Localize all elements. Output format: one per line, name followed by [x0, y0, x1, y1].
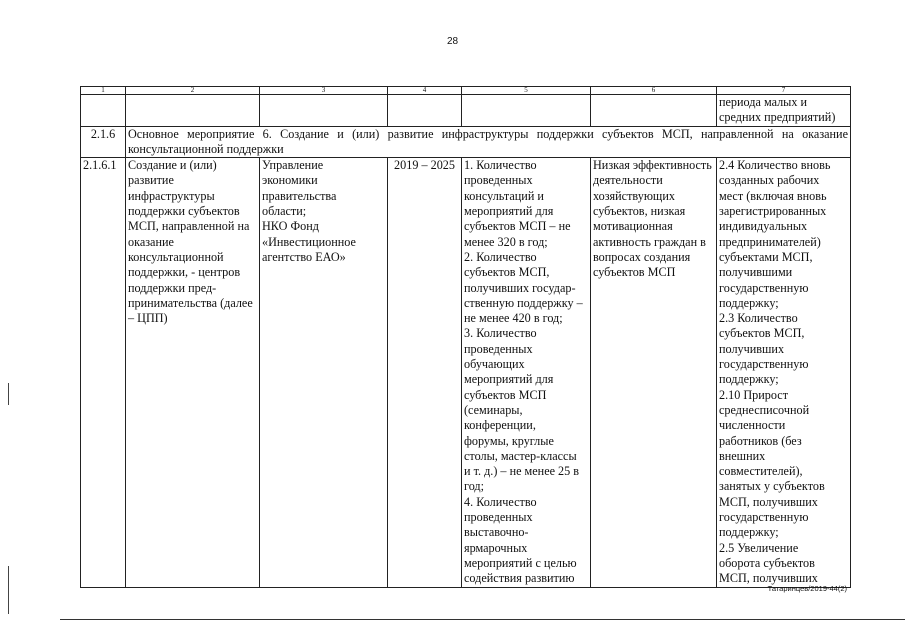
measure-name-cell: [126, 158, 260, 587]
table-cell: [126, 95, 260, 127]
column-number: 5: [462, 87, 591, 95]
column-number: 1: [81, 87, 126, 95]
cell-line: 2.4 Количество вновь: [719, 158, 831, 173]
column-number: 6: [591, 87, 717, 95]
column-number: 3: [260, 87, 388, 95]
cell-line: поддержку;: [719, 525, 779, 540]
section-title-line: Основное мероприятие 6. Создание и (или) развитие инфраструктуры поддержки субъектов МСП, направленной на оказание: [128, 126, 848, 141]
risks-cell: [591, 158, 717, 587]
cell-line: 1. Количество: [464, 158, 537, 173]
cell-line: Управление: [262, 158, 324, 173]
cell-line: предпринимателей): [719, 234, 821, 249]
cell-line: агентство ЕАО»: [262, 249, 346, 264]
cell-line: и т. д.) – не менее 25 в: [464, 464, 580, 479]
cell-line: инфраструктуры: [128, 188, 215, 203]
cell-line: конференции,: [464, 418, 536, 433]
cell-line: мотивационная: [593, 219, 673, 234]
margin-mark: [8, 566, 9, 614]
cell-line: выставочно-: [464, 525, 529, 540]
cell-line: мест (включая вновь: [719, 188, 827, 203]
expected-results-cell: [462, 158, 591, 587]
cell-line: субъектов МСП,: [464, 265, 550, 280]
table-cell: [260, 95, 388, 127]
bottom-rule: [60, 619, 905, 620]
cell-line: консультаций и: [464, 188, 544, 203]
cell-line: субъектов МСП,: [719, 326, 805, 341]
cell-line: субъектов, низкая: [593, 204, 686, 219]
column-number: 4: [388, 87, 462, 95]
section-row: [81, 126, 851, 158]
cell-line: внешних: [719, 448, 766, 463]
cell-line: 2.5 Увеличение: [719, 540, 799, 555]
cell-line: 2. Количество: [464, 249, 537, 264]
cell-line: 2.3 Количество: [719, 311, 798, 326]
cell-line: НКО Фонд: [262, 219, 319, 234]
page-number: 28: [446, 36, 459, 47]
cell-line: 2.10 Прирост: [719, 387, 789, 402]
section-number: 2.1.6: [81, 126, 126, 158]
cell-line: государственную: [719, 280, 809, 295]
cell-line: ственную поддержку –: [464, 295, 583, 310]
cell-line: поддержки пред-: [128, 280, 217, 295]
cell-line: проведенных: [464, 341, 533, 356]
cell-line: (семинары,: [464, 402, 523, 417]
cell-line: численности: [719, 418, 786, 433]
cell-line: средних предприятий): [719, 110, 836, 125]
document-code: Татаринцев/2019-44(2): [767, 584, 847, 593]
cell-line: деятельности: [593, 173, 663, 188]
cell-line: правительства: [262, 188, 337, 203]
cell-line: индивидуальных: [719, 219, 808, 234]
indicators-cell: [717, 158, 851, 587]
cell-line: проведенных: [464, 510, 533, 525]
cell-line: поддержки субъектов: [128, 204, 240, 219]
cell-line: год;: [464, 479, 485, 494]
cell-line: оборота субъектов: [719, 555, 815, 570]
cell-line: оказание: [128, 234, 174, 249]
cell-line: занятых у субъектов: [719, 479, 825, 494]
cell-line: консультационной: [128, 249, 224, 264]
cell-line: мероприятий для: [464, 204, 554, 219]
table-cell: [591, 95, 717, 127]
cell-line: проведенных: [464, 173, 533, 188]
section-title-line: консультационной поддержки: [128, 141, 284, 156]
cell-line: субъектами МСП,: [719, 249, 813, 264]
measure-row: [81, 158, 851, 587]
period-cell: 2019 – 2025: [388, 158, 462, 587]
cell-line: области;: [262, 204, 307, 219]
cell-line: не менее 420 в год;: [464, 311, 563, 326]
cell-line: активность граждан в: [593, 234, 706, 249]
table-cell: [81, 95, 126, 127]
column-number: 2: [126, 87, 260, 95]
cell-line: МСП, направленной на: [128, 219, 250, 234]
cell-line: мероприятий для: [464, 372, 554, 387]
cell-line: принимательства (далее: [128, 295, 253, 310]
cell-line: развитие: [128, 173, 174, 188]
table-cell: [462, 95, 591, 127]
cell-line: совместителей),: [719, 464, 803, 479]
responsible-cell: [260, 158, 388, 587]
cell-line: созданных рабочих: [719, 173, 820, 188]
continuation-row: [81, 95, 851, 127]
cell-line: МСП, получивших: [719, 494, 818, 509]
cell-line: мероприятий с целью: [464, 555, 577, 570]
cell-line: ярмарочных: [464, 540, 528, 555]
cell-line: получивших государ-: [464, 280, 576, 295]
cell-line: форумы, круглые: [464, 433, 554, 448]
cell-line: Низкая эффективность: [593, 158, 712, 173]
cell-line: среднесписочной: [719, 402, 810, 417]
cell-line: МСП, получивших: [719, 571, 818, 586]
cell-line: обучающих: [464, 357, 525, 372]
cell-line: поддержки, - центров: [128, 265, 241, 280]
cell-line: менее 320 в год;: [464, 234, 548, 249]
cell-line: 4. Количество: [464, 494, 537, 509]
column-number-row: [81, 87, 851, 95]
cell-line: государственную: [719, 357, 809, 372]
cell-line: поддержку;: [719, 295, 779, 310]
cell-line: 3. Количество: [464, 326, 537, 341]
cell-line: содействия развитию: [464, 571, 575, 586]
cell-line: субъектов МСП: [464, 387, 547, 402]
cell-line: хозяйствующих: [593, 188, 675, 203]
cell-line: субъектов МСП: [593, 265, 676, 280]
measures-table: [80, 86, 851, 588]
cell-line: поддержку;: [719, 372, 779, 387]
cell-line: – ЦПП): [128, 311, 168, 326]
cell-line: получивших: [719, 341, 785, 356]
section-title-cell: [126, 126, 851, 158]
cell-line: экономики: [262, 173, 318, 188]
cell-line: получившими: [719, 265, 793, 280]
cell-line: столы, мастер-классы: [464, 448, 577, 463]
continuation-indicator-cell: [717, 95, 851, 127]
cell-line: государственную: [719, 510, 809, 525]
table-cell: [388, 95, 462, 127]
cell-line: Создание и (или): [128, 158, 217, 173]
cell-line: зарегистрированных: [719, 204, 827, 219]
cell-line: субъектов МСП – не: [464, 219, 571, 234]
cell-line: периода малых и: [719, 95, 808, 109]
margin-mark: [8, 383, 9, 405]
measure-number: 2.1.6.1: [81, 158, 126, 587]
cell-line: «Инвестиционное: [262, 234, 356, 249]
cell-line: вопросах создания: [593, 249, 691, 264]
cell-line: работников (без: [719, 433, 802, 448]
column-number: 7: [717, 87, 851, 95]
